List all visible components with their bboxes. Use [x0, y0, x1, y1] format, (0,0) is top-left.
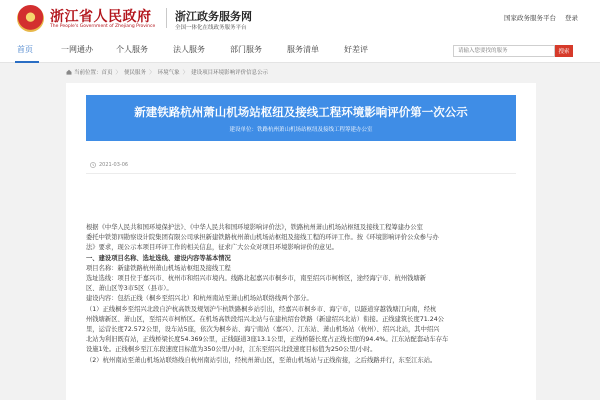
- nav-item-evaluation[interactable]: 好差评: [344, 45, 368, 54]
- publish-date-row: [90, 162, 128, 168]
- main-nav: [0, 37, 600, 63]
- gov-subtitle: The People's Government of Zhejiang Province: [50, 24, 156, 29]
- article-paragraph: 区、萧山区等3市5区（县市）。: [86, 285, 173, 293]
- breadcrumb-item-environment[interactable]: 环境气象: [157, 70, 180, 76]
- breadcrumb-separator: 〉: [115, 70, 122, 76]
- publish-date: 2021-03-06: [99, 162, 129, 168]
- breadcrumb: [66, 67, 268, 77]
- article-banner: [86, 95, 516, 141]
- nav-item-corporate[interactable]: 法人服务: [173, 45, 205, 54]
- nav-active-indicator: [15, 61, 39, 63]
- article-paragraph: 州钱塘新区、萧山区，至绍兴市柯桥区。在机场高铁段绍兴北站与在建杭绍台铁路（新建绍兴北站）衔接。正线建筑长度71.24公: [86, 315, 445, 323]
- article-paragraph: 项目名称：新建铁路杭州萧山机场站枢纽及接线工程: [86, 264, 231, 272]
- header-divider: [166, 8, 167, 28]
- home-icon: [66, 69, 72, 75]
- service-title[interactable]: 浙江政务服务网: [175, 10, 252, 23]
- nav-item-service-list[interactable]: 服务清单: [287, 45, 319, 54]
- breadcrumb-item-current: 建设项目环境影响评价信息公示: [191, 70, 269, 76]
- breadcrumb-item-convenience[interactable]: 便民服务: [124, 70, 147, 76]
- site-header: [0, 0, 600, 37]
- nav-item-personal[interactable]: 个人服务: [116, 45, 148, 54]
- article-paragraph: 建设内容：包括正线（桐乡至绍兴北）和杭州南站至萧山机场站联络线两个部分。: [86, 295, 313, 303]
- article-paragraph: 北站为利旧既有站，正线桥梁长度54.369公里，正线隧道3座13.1公里，正线桥隧长度占正线长度的94.4%。江东站配套动车存车: [86, 336, 449, 344]
- national-portal-link[interactable]: 国家政务服务平台: [504, 14, 556, 22]
- breadcrumb-prefix: 当前位置：: [74, 70, 102, 76]
- national-emblem-icon: [17, 5, 44, 32]
- article-paragraph: 里，运营长度72.572公里，设车站5座，依次为桐乡站、海宁南站（嘉兴）、江东站、萧山机场站（杭州）、绍兴北站，其中绍兴: [86, 326, 440, 334]
- title-divider: [86, 173, 516, 174]
- breadcrumb-separator: 〉: [182, 70, 189, 76]
- article-section-heading: 一、建设项目名称、选址选线、建设内容等基本情况: [86, 254, 231, 262]
- search-button[interactable]: 搜索: [555, 45, 573, 57]
- service-subtitle: 全国一体化在线政务服务平台: [175, 25, 247, 31]
- nav-item-one-stop[interactable]: 一网通办: [61, 45, 93, 54]
- article-title: 新建铁路杭州萧山机场站枢纽及接线工程环境影响评价第一次公示: [134, 105, 468, 119]
- login-link[interactable]: 登录: [565, 14, 578, 22]
- article-paragraph: （1）正线桐乡至绍兴北段自沪杭高铁及规划沪乍杭铁路桐乡站引出，经嘉兴市桐乡市、海宁市，以隧道穿越钱塘江向南，经杭: [86, 305, 437, 313]
- nav-item-department[interactable]: 部门服务: [230, 45, 262, 54]
- article-paragraph: （2）杭州南站至萧山机场站联络线自杭州南站引出，经杭州萧山区，至萧山机场站与正线衔接，之后线路并行，东至江东站。: [86, 356, 437, 364]
- breadcrumb-item-home[interactable]: 首页: [101, 70, 113, 76]
- article-publisher: 建设单位：铁路杭州萧山机场站枢纽及接线工程筹建办公室: [229, 127, 373, 133]
- article-body: [86, 223, 516, 366]
- article-paragraph: 委托中铁第四勘察设计院集团有限公司承担新建铁路杭州萧山机场站枢纽及接线工程的环评工作。按《环境影响评价公众参与办: [86, 234, 439, 242]
- article-paragraph: 法》要求，现公示本项目环评工作的相关信息，征求广大公众对项目环境影响评价的意见。: [86, 244, 338, 252]
- article-paragraph: 设施1处。正线桐乡至江东段速度目标值为350公里/小时，江东至绍兴北段速度目标值为250公里/小时。: [86, 346, 377, 354]
- article-paragraph: 根据《中华人民共和国环境保护法》、《中华人民共和国环境影响评价法》，铁路杭州萧山机场站枢纽及接线工程筹建办公室: [86, 224, 423, 231]
- article-paragraph: 选址选线：项目位于嘉兴市、杭州市和绍兴市境内。线路北起嘉兴市桐乡市，南至绍兴市柯桥区，途经海宁市、杭州钱塘新: [86, 275, 427, 283]
- gov-title[interactable]: 浙江省人民政府: [50, 9, 152, 25]
- breadcrumb-separator: 〉: [149, 70, 155, 76]
- clock-icon: [90, 162, 96, 168]
- article-card: [66, 83, 536, 400]
- nav-item-home[interactable]: 首页: [17, 45, 33, 54]
- search-input[interactable]: [453, 45, 555, 57]
